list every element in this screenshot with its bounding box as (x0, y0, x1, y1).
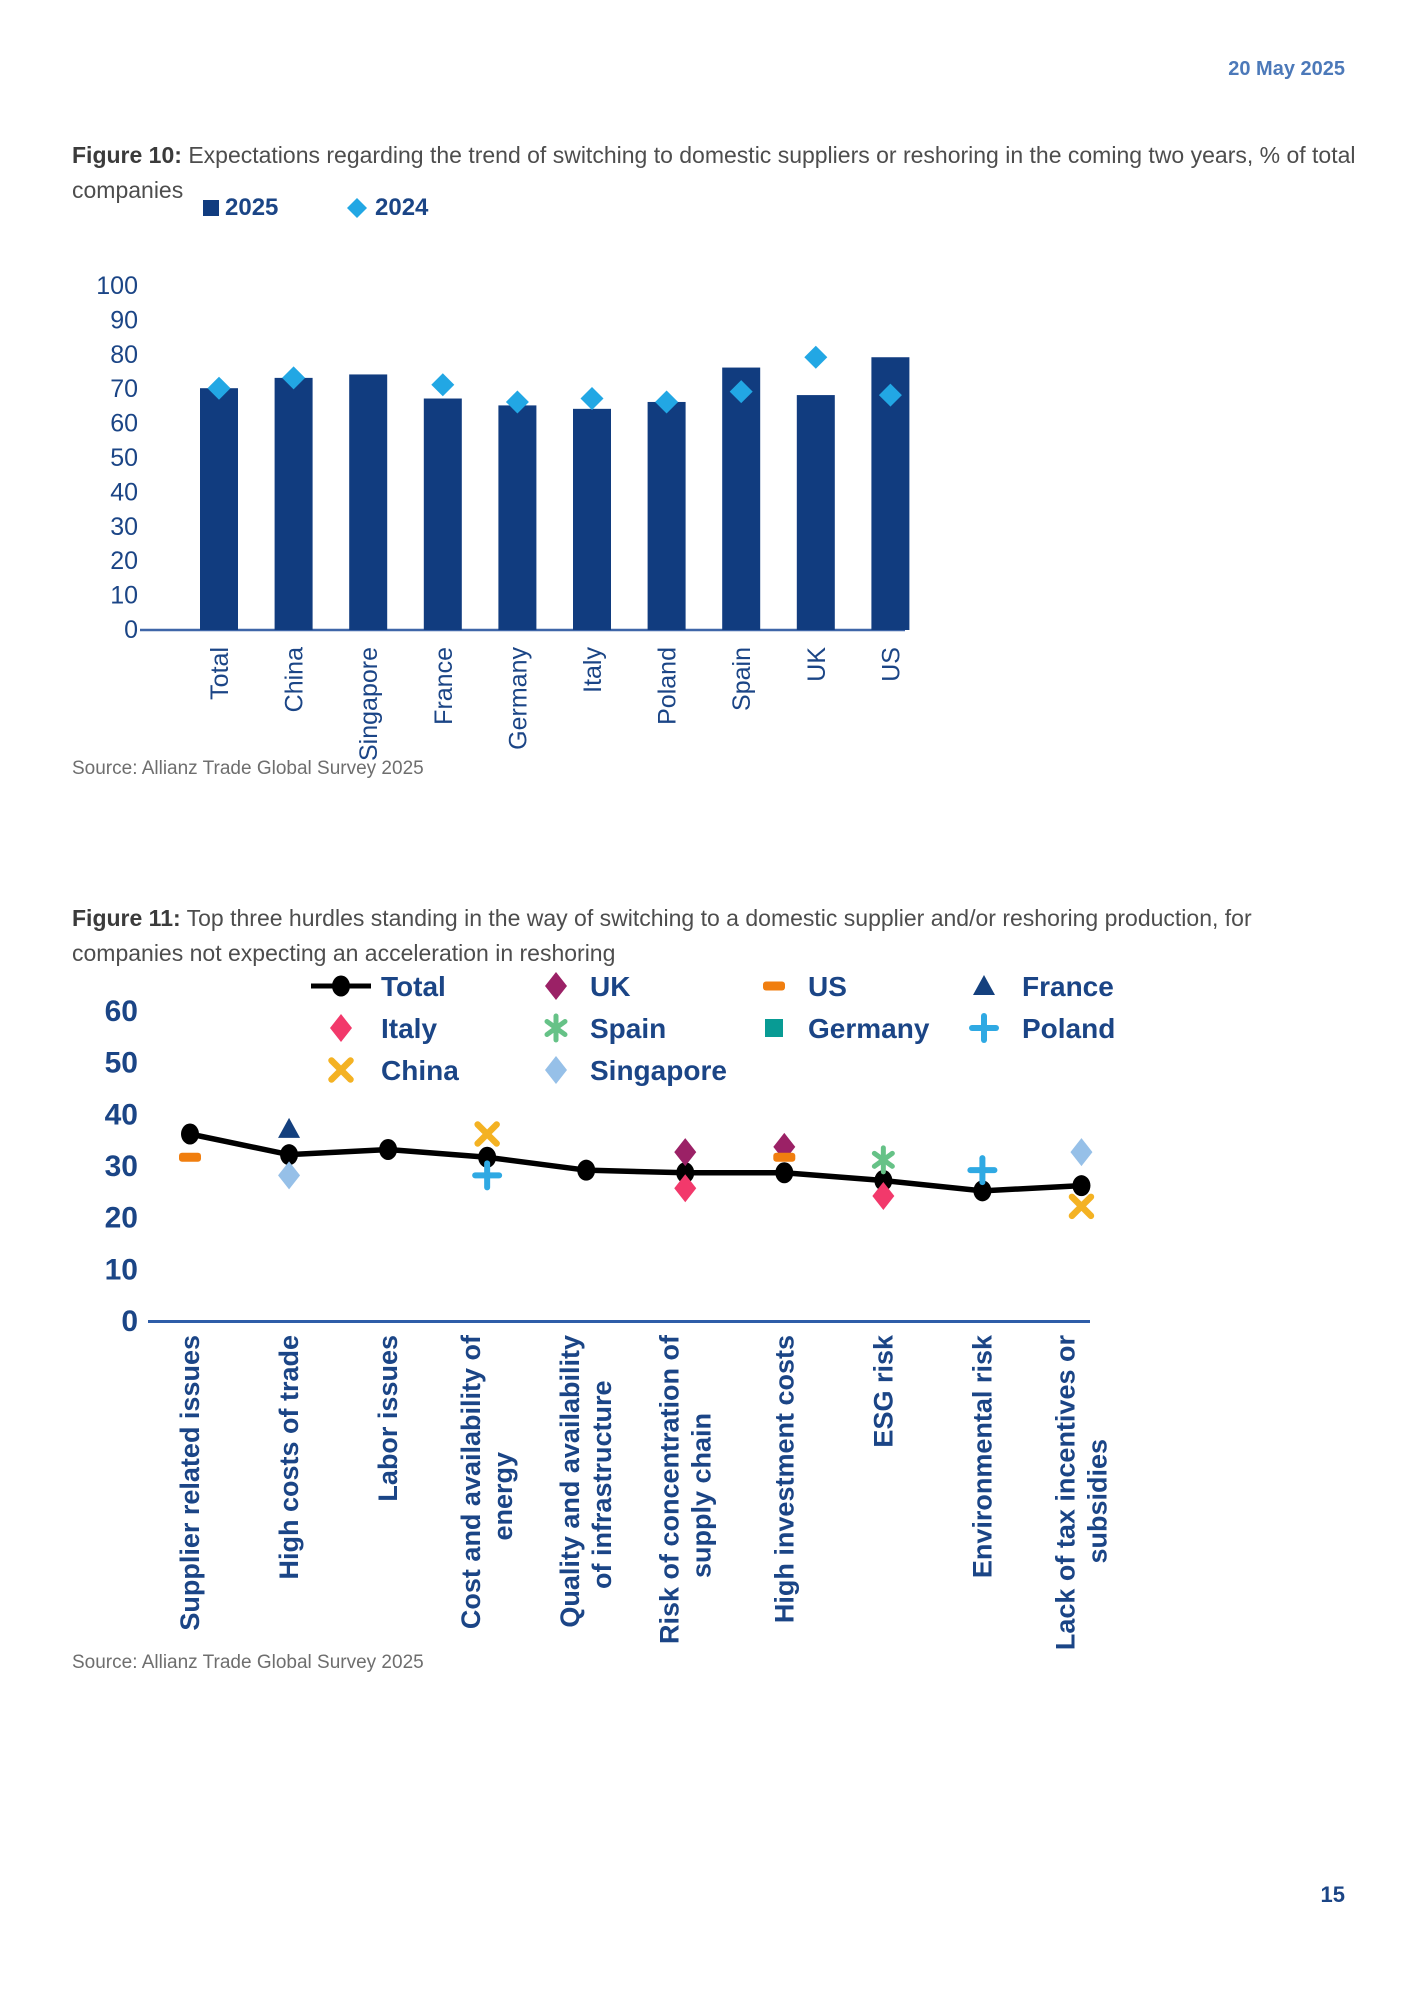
x-label: subsidies (1082, 1439, 1113, 1564)
legend-label-France: France (1022, 971, 1114, 1002)
page-number: 15 (1320, 1882, 1345, 1907)
figure10-bar-chart (60, 185, 960, 800)
y-tick: 20 (104, 1201, 138, 1235)
legend-label-Germany: Germany (808, 1013, 930, 1044)
y-tick: 70 (110, 375, 138, 404)
y-tick: 50 (104, 1046, 138, 1080)
marker-Singapore-10 (1070, 1138, 1092, 1166)
figure10-source: Source: Allianz Trade Global Survey 2025 (72, 758, 424, 779)
marker-Total-5 (577, 1160, 595, 1181)
x-label: Risk of concentration of (654, 1335, 685, 1645)
y-tick: 90 (110, 306, 138, 335)
y-tick: 100 (96, 272, 138, 300)
y-tick: 10 (110, 581, 138, 610)
figure11-caption-label: Figure 11: (72, 905, 181, 931)
bar-Germany (498, 405, 536, 630)
marker-UK-6 (674, 1138, 696, 1166)
marker-Total-10 (1072, 1175, 1090, 1196)
y-tick: 0 (124, 616, 138, 644)
x-label-China: China (280, 647, 309, 713)
y-tick: 40 (104, 1098, 138, 1132)
diamond-2024-France (431, 373, 454, 396)
figure11-line-chart (60, 955, 1180, 1655)
bar-UK (797, 395, 835, 630)
y-tick: 0 (121, 1305, 138, 1338)
bar-France (424, 399, 462, 630)
diamond-2024-Italy (581, 387, 604, 410)
bar-Poland (648, 402, 686, 630)
x-label: High costs of trade (274, 1335, 305, 1580)
bar-Singapore (349, 374, 387, 630)
x-label: Labor issues (373, 1335, 404, 1502)
legend-marker-US (763, 982, 785, 991)
bar-China (275, 378, 313, 630)
bar-Spain (722, 368, 760, 630)
legend-marker-Italy (330, 1014, 352, 1042)
x-label-France: France (429, 647, 458, 725)
marker-Italy-6 (674, 1174, 696, 1202)
legend-marker-Germany (765, 1019, 783, 1037)
x-label-UK: UK (802, 647, 831, 682)
y-tick: 80 (110, 340, 138, 369)
x-label: Supplier related issues (175, 1335, 205, 1631)
x-label-Singapore: Singapore (355, 647, 384, 761)
x-label-Spain: Spain (728, 647, 757, 711)
legend-marker-Singapore (545, 1056, 567, 1084)
y-tick: 50 (110, 444, 138, 472)
y-tick: 30 (110, 512, 138, 541)
legend-label-Spain: Spain (590, 1013, 667, 1044)
figure11-svg (60, 955, 1180, 1655)
x-label-Total: Total (206, 647, 234, 700)
figure10-caption-text: Expectations regarding the trend of switching to domestic suppliers or reshoring in the coming two years, % of total companies (72, 142, 1356, 203)
legend-2025-label: 2025 (225, 194, 279, 221)
legend-marker-Total (332, 976, 350, 997)
header-date: 20 May 2025 (1228, 58, 1345, 80)
x-label: Lack of tax incentives or (1050, 1335, 1081, 1651)
x-label: supply chain (686, 1413, 717, 1579)
figure10-svg (60, 185, 960, 800)
legend-marker-UK (545, 972, 567, 1000)
x-label: ESG risk (868, 1335, 899, 1448)
marker-Total-3 (379, 1139, 397, 1160)
figure11-source: Source: Allianz Trade Global Survey 2025 (72, 1652, 424, 1673)
x-label: of infrastructure (587, 1380, 618, 1590)
legend-label-UK: UK (590, 971, 631, 1002)
legend-label-Italy: Italy (381, 1013, 438, 1044)
marker-Total-1 (181, 1123, 199, 1144)
figure10-caption-label: Figure 10: (72, 142, 182, 168)
legend-label-Singapore: Singapore (590, 1055, 727, 1086)
x-label: Cost and availability of (456, 1335, 487, 1630)
y-tick: 20 (110, 547, 138, 576)
legend-2025-square (203, 200, 219, 216)
marker-US-1 (179, 1153, 201, 1162)
legend-label-China: China (381, 1055, 459, 1086)
x-label: High investment costs (769, 1335, 800, 1624)
bar-Italy (573, 409, 611, 630)
x-label: energy (488, 1452, 519, 1541)
legend-2024-diamond (347, 198, 367, 218)
legend-label-Total: Total (381, 971, 446, 1002)
bar-Total (200, 388, 238, 630)
x-label-Germany: Germany (504, 647, 533, 750)
legend-marker-France (973, 975, 995, 995)
y-tick: 30 (104, 1149, 138, 1183)
y-tick: 60 (104, 994, 138, 1028)
y-tick: 10 (104, 1253, 138, 1287)
figure11-caption-text: Top three hurdles standing in the way of switching to a domestic supplier and/or reshoring production, for companies not expecting an acceleration in reshoring (72, 905, 1252, 966)
x-label: Environmental risk (967, 1335, 998, 1579)
y-tick: 60 (110, 409, 138, 438)
y-tick: 40 (110, 478, 138, 507)
legend-2024-label: 2024 (375, 194, 429, 221)
legend-label-Poland: Poland (1022, 1013, 1116, 1044)
legend-label-US: US (808, 971, 847, 1002)
x-label-US: US (877, 647, 906, 682)
marker-Total-7 (775, 1162, 793, 1183)
marker-Italy-8 (872, 1182, 894, 1210)
x-label-Italy: Italy (579, 647, 607, 693)
diamond-2024-UK (804, 346, 827, 369)
x-label: Quality and availability (555, 1335, 586, 1628)
marker-France-2 (278, 1118, 300, 1138)
marker-US-7 (773, 1153, 795, 1162)
total-line (190, 1134, 1081, 1191)
x-label-Poland: Poland (653, 647, 682, 725)
marker-Singapore-2 (278, 1161, 300, 1189)
